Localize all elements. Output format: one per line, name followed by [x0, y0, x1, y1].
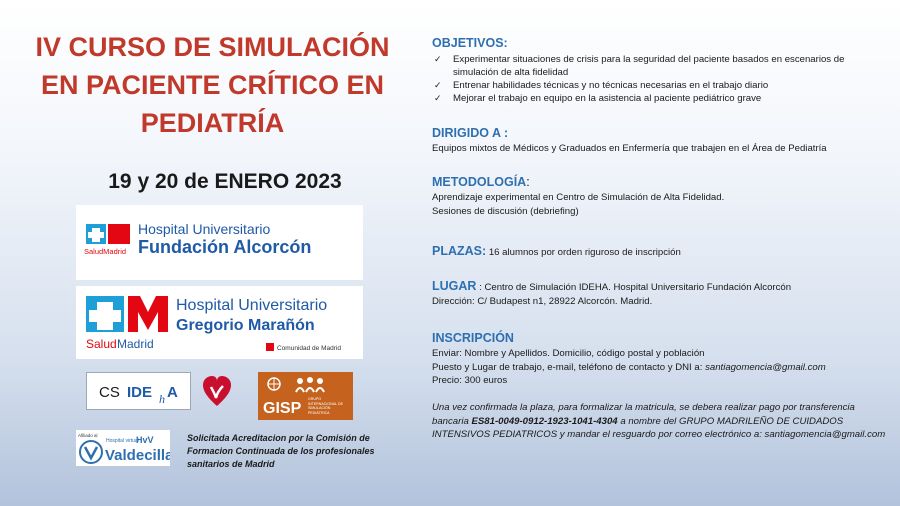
ideha-logo-graphic: [87, 373, 190, 409]
svg-text:*: *: [100, 234, 103, 240]
section-objetivos: [432, 36, 887, 105]
logo-gisp: [258, 372, 353, 420]
svg-text:Madrid: Madrid: [117, 337, 154, 351]
price-text: Precio: 300 euros: [432, 375, 508, 386]
svg-text:Salud: Salud: [86, 337, 117, 351]
svg-text:A: A: [167, 384, 178, 401]
logo-hospital-alcorcon: [76, 205, 363, 280]
list-item: ✓ Experimentar situaciones de crisis para la seguridad del paciente basados en escenarios de simulación de alta fidelidad: [434, 54, 845, 78]
inscripcion-heading: INSCRIPCIÓN: [432, 331, 514, 345]
pago-text-1: Una vez confirmada la plaza, para formalizar la matricula, se debera realizar pago por transferencia bancaria: [432, 402, 855, 427]
list-item: ✓ Mejorar el trabajo en equipo en la asistencia al paciente pediátrico grave: [434, 93, 762, 104]
svg-text:Fundación Alcorcón: Fundación Alcorcón: [138, 237, 312, 257]
metodologia-line-1: Aprendizaje experimental en Centro de Simulación de Alta Fidelidad.: [432, 192, 725, 203]
objetivos-list: [432, 53, 887, 105]
svg-text:GISP: GISP: [263, 400, 302, 417]
lugar-heading: LUGAR: [432, 279, 477, 293]
bank-iban: ES81-0049-0912-1923-1041-4304: [471, 415, 618, 427]
metodologia-line-2: Sesiones de discusión (debriefing): [432, 205, 579, 217]
svg-text:Hospital virtual: Hospital virtual: [106, 438, 139, 444]
svg-text:Gregorio Marañón: Gregorio Marañón: [176, 317, 315, 334]
plazas-heading: PLAZAS:: [432, 244, 487, 258]
svg-text:IDE: IDE: [127, 384, 153, 401]
contact-email: santiagomencia@gmail.com: [705, 361, 826, 373]
gisp-logo-graphic: GISP GRUPO INTERNACIONAL DE SIMULACIÓN PEDIÁTRICA: [258, 372, 353, 420]
logo-cs-ideha: [86, 372, 191, 410]
accreditation-note: Solicitada Acreditacion por la Comisión de Formacion Continuada de los profesionales sanitarios de Madrid: [187, 433, 375, 469]
svg-text:HvV: HvV: [136, 435, 154, 445]
svg-text:Comunidad de Madrid: Comunidad de Madrid: [277, 345, 341, 352]
checkmark-icon: ✓: [434, 93, 442, 103]
saludmadrid-wordmark: SaludMadrid: [84, 247, 127, 256]
objetivos-heading: OBJETIVOS:: [432, 36, 508, 50]
lugar-line-2: Dirección: C/ Budapest n1, 28922 Alcorcón. Madrid.: [432, 295, 653, 307]
logo-valdecilla: [76, 430, 170, 466]
section-dirigido: [432, 126, 887, 156]
metodologia-heading: METODOLOGÍA:: [432, 175, 530, 189]
pago-email: santiagomencia@gmail.com: [764, 429, 886, 440]
maranon-logo-graphic: [76, 286, 363, 359]
valdecilla-logo-graphic: [76, 430, 170, 466]
list-item: ✓ Entrenar habilidades técnicas y no técnicas necesarias en el trabajo diario: [434, 80, 769, 91]
section-lugar: [432, 280, 887, 308]
inscripcion-line-1: Enviar: Nombre y Apellidos. Domicilio, código postal y población: [432, 348, 705, 359]
plazas-text: 16 alumnos por orden riguroso de inscripción: [488, 247, 681, 258]
alcorcon-logo-graphic: [76, 205, 363, 280]
svg-text:Valdecilla: Valdecilla: [105, 447, 170, 464]
lugar-line-1: : Centro de Simulación IDEHA. Hospital Universitario Fundación Alcorcón: [479, 282, 792, 293]
pago-text-2: a nombre del GRUPO MADRILEÑO DE CUIDADOS INTENSIVOS PEDIATRICOS y mandar el resguardo por correo electrónico a:: [432, 415, 844, 440]
dirigido-text: Equipos mixtos de Médicos y Graduados en Enfermería que trabajen en el Área de Pediatría: [432, 143, 827, 154]
logo-hospital-maranon: [76, 286, 363, 359]
svg-text:Hospital Universitario: Hospital Universitario: [138, 221, 271, 237]
heart-logo-icon: [202, 375, 232, 409]
inscripcion-line-2: Puesto y Lugar de trabajo, e-mail, teléfono de contacto y DNI a:: [432, 361, 703, 373]
svg-text:h: h: [159, 392, 165, 406]
course-title: IV CURSO DE SIMULACIÓN EN PACIENTE CRÍTICO EN PEDIATRÍA: [35, 32, 390, 138]
svg-text:CS: CS: [99, 384, 120, 401]
course-dates: 19 y 20 de ENERO 2023: [108, 170, 342, 193]
section-pago: [432, 401, 887, 442]
checkmark-icon: ✓: [434, 54, 442, 64]
svg-text:Hospital Universitario: Hospital Universitario: [176, 297, 328, 314]
checkmark-icon: ✓: [434, 80, 442, 90]
section-inscripcion: [432, 331, 887, 388]
section-metodologia: [432, 175, 887, 218]
svg-text:Afiliado al: Afiliado al: [78, 433, 98, 438]
dirigido-heading: DIRIGIDO A :: [432, 126, 509, 140]
section-plazas: [432, 245, 887, 260]
